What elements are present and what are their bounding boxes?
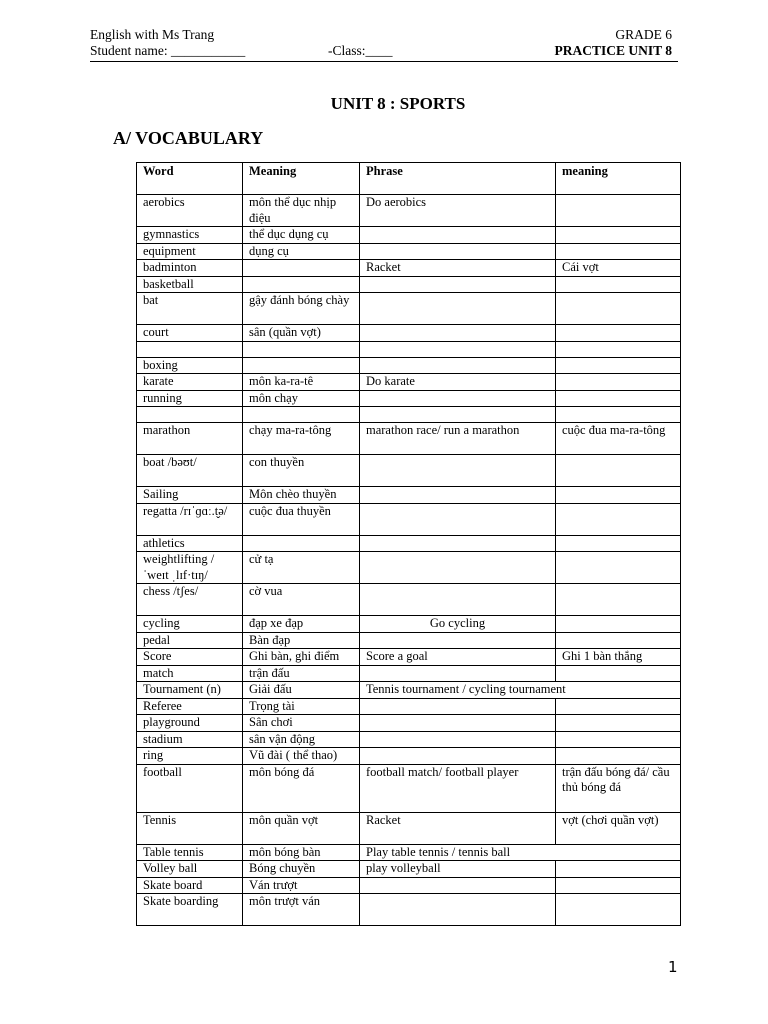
cell-meaning: đạp xe đạp — [243, 616, 360, 633]
cell-phrase: play volleyball — [360, 861, 556, 878]
cell-phrase-meaning: cuộc đua ma-ra-tông — [556, 423, 681, 455]
cell-phrase — [360, 341, 556, 357]
cell-phrase: Play table tennis / tennis ball — [360, 844, 681, 861]
table-row — [137, 748, 681, 765]
column-header-phrase: Phrase — [360, 163, 556, 195]
cell-phrase — [360, 325, 556, 342]
table-row — [137, 423, 681, 455]
cell-meaning: môn trượt ván — [243, 894, 360, 926]
cell-phrase-meaning: vợt (chơi quần vợt) — [556, 812, 681, 844]
cell-phrase-meaning — [556, 616, 681, 633]
cell-word: boat /bəʊt/ — [137, 455, 243, 487]
cell-phrase — [360, 455, 556, 487]
cell-meaning — [243, 357, 360, 374]
cell-word: basketball — [137, 276, 243, 293]
cell-meaning — [243, 407, 360, 423]
cell-phrase — [360, 715, 556, 732]
cell-meaning: môn chạy — [243, 390, 360, 407]
cell-phrase — [360, 390, 556, 407]
cell-phrase-meaning — [556, 195, 681, 227]
cell-phrase — [360, 665, 556, 682]
cell-phrase-meaning: Cái vợt — [556, 260, 681, 277]
table-row — [137, 455, 681, 487]
cell-phrase: marathon race/ run a marathon — [360, 423, 556, 455]
cell-phrase-meaning — [556, 715, 681, 732]
cell-phrase-meaning — [556, 243, 681, 260]
cell-meaning: trận đấu — [243, 665, 360, 682]
cell-meaning — [243, 276, 360, 293]
cell-word: ring — [137, 748, 243, 765]
table-row — [137, 715, 681, 732]
cell-word: Table tennis — [137, 844, 243, 861]
cell-phrase — [360, 698, 556, 715]
table-row — [137, 682, 681, 699]
table-row — [137, 552, 681, 584]
table-header-row — [137, 163, 681, 195]
cell-meaning: sân (quần vợt) — [243, 325, 360, 342]
cell-meaning — [243, 260, 360, 277]
cell-word: bat — [137, 293, 243, 325]
cell-phrase-meaning — [556, 748, 681, 765]
cell-phrase — [360, 293, 556, 325]
column-header-word: Word — [137, 163, 243, 195]
cell-meaning: chạy ma-ra-tông — [243, 423, 360, 455]
cell-phrase: football match/ football player — [360, 764, 556, 812]
cell-meaning: Ghi bàn, ghi điểm — [243, 649, 360, 666]
cell-meaning: con thuyền — [243, 455, 360, 487]
cell-phrase — [360, 535, 556, 552]
cell-meaning: cuộc đua thuyền — [243, 503, 360, 535]
cell-phrase: Do aerobics — [360, 195, 556, 227]
table-row — [137, 487, 681, 504]
table-row — [137, 584, 681, 616]
cell-word: Tennis — [137, 812, 243, 844]
cell-meaning — [243, 341, 360, 357]
cell-phrase-meaning — [556, 357, 681, 374]
cell-phrase — [360, 503, 556, 535]
cell-meaning: Giải đấu — [243, 682, 360, 699]
cell-word: Score — [137, 649, 243, 666]
table-row — [137, 276, 681, 293]
cell-word: cycling — [137, 616, 243, 633]
cell-phrase — [360, 894, 556, 926]
cell-meaning: Sân chơi — [243, 715, 360, 732]
table-row — [137, 260, 681, 277]
cell-meaning: Bàn đạp — [243, 632, 360, 649]
cell-word: aerobics — [137, 195, 243, 227]
cell-phrase-meaning — [556, 407, 681, 423]
table-row — [137, 698, 681, 715]
vocabulary-table — [136, 162, 681, 926]
cell-phrase: Racket — [360, 812, 556, 844]
cell-phrase-meaning — [556, 293, 681, 325]
table-row — [137, 877, 681, 894]
cell-word: pedal — [137, 632, 243, 649]
cell-word — [137, 407, 243, 423]
table-row — [137, 503, 681, 535]
cell-meaning: gậy đánh bóng chày — [243, 293, 360, 325]
table-row — [137, 293, 681, 325]
cell-meaning: Bóng chuyền — [243, 861, 360, 878]
cell-phrase-meaning — [556, 894, 681, 926]
cell-phrase-meaning — [556, 535, 681, 552]
table-row — [137, 390, 681, 407]
table-row — [137, 894, 681, 926]
cell-phrase: Racket — [360, 260, 556, 277]
table-row — [137, 195, 681, 227]
cell-word: match — [137, 665, 243, 682]
column-header-phrase-meaning: meaning — [556, 163, 681, 195]
class-field: -Class:____ — [328, 43, 393, 58]
cell-meaning: dụng cụ — [243, 243, 360, 260]
cell-phrase — [360, 584, 556, 616]
table-row — [137, 357, 681, 374]
cell-phrase-meaning — [556, 503, 681, 535]
cell-phrase-meaning — [556, 325, 681, 342]
cell-word: athletics — [137, 535, 243, 552]
cell-phrase — [360, 243, 556, 260]
cell-word: karate — [137, 374, 243, 391]
cell-phrase-meaning: Ghi 1 bàn thắng — [556, 649, 681, 666]
table-row — [137, 616, 681, 633]
student-name-field: Student name: ___________ — [90, 43, 246, 58]
cell-meaning: Môn chèo thuyền — [243, 487, 360, 504]
cell-word: football — [137, 764, 243, 812]
cell-phrase-meaning — [556, 584, 681, 616]
practice-unit-label: PRACTICE UNIT 8 — [554, 43, 672, 58]
unit-title: UNIT 8 : SPORTS — [330, 94, 466, 113]
cell-meaning: Vũ đài ( thể thao) — [243, 748, 360, 765]
cell-word: regatta /rɪˈɡɑː.t̬ə/ — [137, 503, 243, 535]
cell-meaning: cờ vua — [243, 584, 360, 616]
grade-label: GRADE 6 — [615, 27, 672, 42]
table-row — [137, 731, 681, 748]
cell-word: court — [137, 325, 243, 342]
cell-meaning: sân vận động — [243, 731, 360, 748]
cell-phrase-meaning — [556, 341, 681, 357]
cell-meaning: Trọng tài — [243, 698, 360, 715]
cell-phrase: Do karate — [360, 374, 556, 391]
cell-phrase — [360, 487, 556, 504]
cell-word: running — [137, 390, 243, 407]
cell-phrase-meaning — [556, 552, 681, 584]
cell-phrase-meaning — [556, 861, 681, 878]
cell-phrase — [360, 407, 556, 423]
column-header-meaning: Meaning — [243, 163, 360, 195]
table-row — [137, 374, 681, 391]
table-row — [137, 325, 681, 342]
table-row — [137, 227, 681, 244]
cell-word: Referee — [137, 698, 243, 715]
cell-meaning: cử tạ — [243, 552, 360, 584]
cell-phrase — [360, 632, 556, 649]
cell-meaning — [243, 535, 360, 552]
cell-phrase-meaning — [556, 455, 681, 487]
cell-word: weightlifting /ˈweɪt ˌlɪf·tɪŋ/ — [137, 552, 243, 584]
cell-phrase — [360, 357, 556, 374]
page-header — [90, 27, 678, 62]
section-title: A/ VOCABULARY — [113, 128, 264, 148]
table-row — [137, 861, 681, 878]
cell-phrase-meaning — [556, 698, 681, 715]
table-row — [137, 844, 681, 861]
cell-word: Tournament (n) — [137, 682, 243, 699]
cell-word — [137, 341, 243, 357]
cell-phrase-meaning — [556, 632, 681, 649]
table-row — [137, 632, 681, 649]
page-number: 1 — [668, 958, 678, 976]
cell-phrase — [360, 877, 556, 894]
cell-word: gymnastics — [137, 227, 243, 244]
cell-word: stadium — [137, 731, 243, 748]
table-row — [137, 535, 681, 552]
cell-word: Skate boarding — [137, 894, 243, 926]
cell-phrase-meaning — [556, 374, 681, 391]
cell-word: marathon — [137, 423, 243, 455]
cell-meaning: môn thể dục nhịp điệu — [243, 195, 360, 227]
table-row — [137, 407, 681, 423]
cell-phrase — [360, 276, 556, 293]
cell-meaning: thể dục dụng cụ — [243, 227, 360, 244]
cell-word: Volley ball — [137, 861, 243, 878]
teacher-name: English with Ms Trang — [90, 27, 215, 42]
table-row — [137, 243, 681, 260]
cell-phrase-meaning: trận đấu bóng đá/ cầu thủ bóng đá — [556, 764, 681, 812]
cell-phrase-meaning — [556, 731, 681, 748]
cell-phrase-meaning — [556, 877, 681, 894]
cell-phrase-meaning — [556, 276, 681, 293]
cell-meaning: môn bóng đá — [243, 764, 360, 812]
cell-word: equipment — [137, 243, 243, 260]
cell-phrase-meaning — [556, 665, 681, 682]
cell-phrase-meaning — [556, 227, 681, 244]
cell-word: Skate board — [137, 877, 243, 894]
cell-phrase-meaning — [556, 487, 681, 504]
cell-word: boxing — [137, 357, 243, 374]
cell-phrase — [360, 731, 556, 748]
cell-phrase: Go cycling — [360, 616, 556, 633]
cell-phrase — [360, 552, 556, 584]
cell-phrase: Score a goal — [360, 649, 556, 666]
cell-word: Sailing — [137, 487, 243, 504]
cell-word: chess /tʃes/ — [137, 584, 243, 616]
cell-word: badminton — [137, 260, 243, 277]
table-row — [137, 812, 681, 844]
cell-phrase — [360, 227, 556, 244]
cell-phrase-meaning — [556, 390, 681, 407]
cell-meaning: môn bóng bàn — [243, 844, 360, 861]
cell-phrase: Tennis tournament / cycling tournament — [360, 682, 681, 699]
table-row — [137, 341, 681, 357]
table-row — [137, 665, 681, 682]
cell-meaning: môn ka-ra-tê — [243, 374, 360, 391]
cell-meaning: Ván trượt — [243, 877, 360, 894]
table-row — [137, 764, 681, 812]
table-row — [137, 649, 681, 666]
cell-word: playground — [137, 715, 243, 732]
cell-meaning: môn quần vợt — [243, 812, 360, 844]
cell-phrase — [360, 748, 556, 765]
